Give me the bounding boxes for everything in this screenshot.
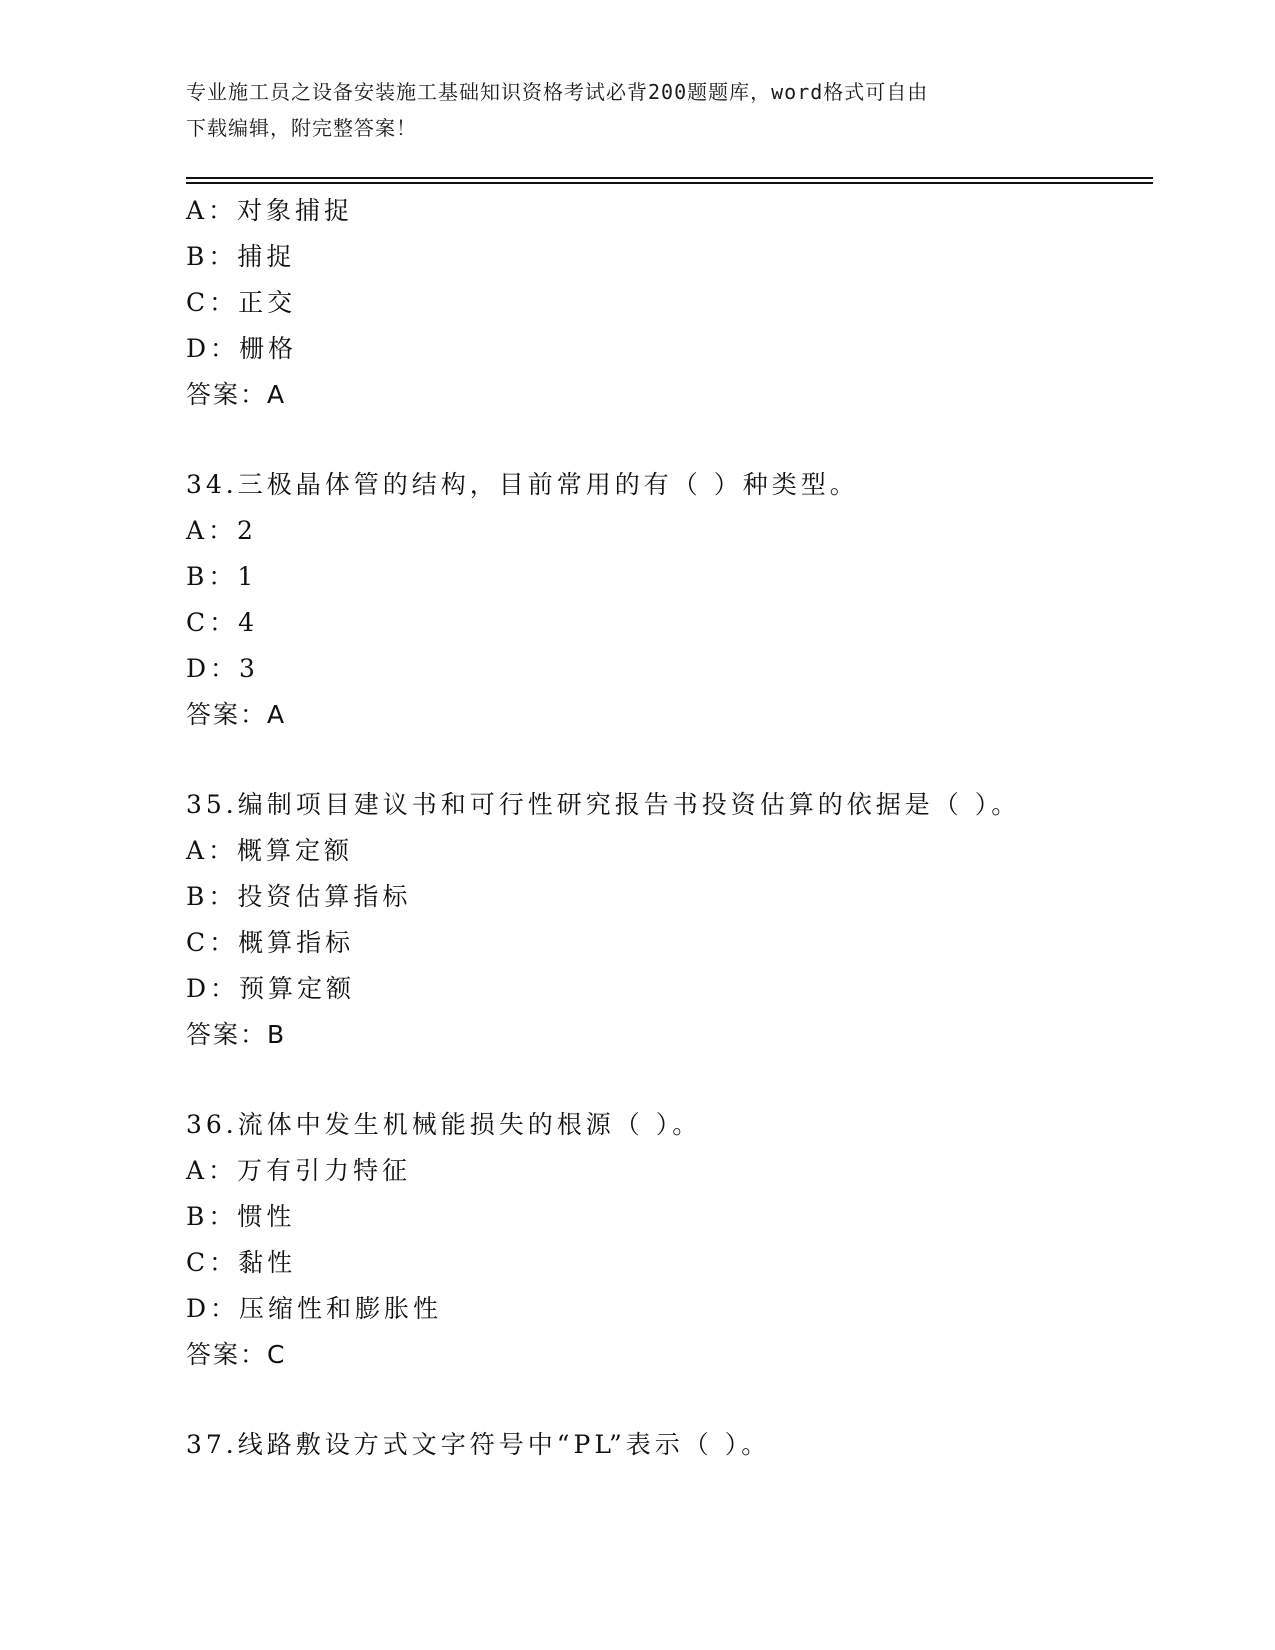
question-block	[186, 188, 1146, 418]
answer-line: 答案：A	[186, 380, 287, 409]
block-spacer	[186, 418, 1146, 462]
block-spacer	[186, 738, 1146, 782]
question-text: 36.流体中发生机械能损失的根源（ ）。	[186, 1110, 702, 1139]
question-block	[186, 1422, 1146, 1468]
question-text: 35.编制项目建议书和可行性研究报告书投资估算的依据是（ ）。	[186, 790, 1021, 819]
question-block	[186, 782, 1146, 1058]
header-divider-top	[186, 177, 1153, 179]
option-a: A：概算定额	[186, 836, 354, 865]
option-d: D：预算定额	[186, 974, 356, 1003]
answer-line: 答案：C	[186, 1340, 287, 1369]
option-a: A：万有引力特征	[186, 1156, 412, 1185]
option-c: C：概算指标	[186, 928, 355, 957]
answer-line: 答案：B	[186, 1020, 287, 1049]
option-d: D：栅格	[186, 334, 298, 363]
option-b: B：1	[186, 562, 258, 591]
header-title-line-1: 专业施工员之设备安装施工基础知识资格考试必背200题题库，word格式可自由	[186, 80, 929, 104]
header-divider-bottom	[186, 182, 1153, 184]
question-block	[186, 1102, 1146, 1378]
question-text: 37.线路敷设方式文字符号中“PL”表示（ ）。	[186, 1430, 771, 1459]
option-c: C：4	[186, 608, 259, 637]
header-title-line-2: 下载编辑，附完整答案！	[186, 116, 417, 140]
question-block	[186, 462, 1146, 738]
option-d: D：压缩性和膨胀性	[186, 1294, 443, 1323]
option-a: A：2	[186, 516, 257, 545]
option-d: D：3	[186, 654, 259, 683]
option-a: A：对象捕捉	[186, 196, 354, 225]
option-c: C：正交	[186, 288, 297, 317]
document-header	[186, 74, 1086, 146]
option-c: C：黏性	[186, 1248, 297, 1277]
block-spacer	[186, 1378, 1146, 1422]
question-list	[186, 188, 1146, 1468]
option-b: B：投资估算指标	[186, 882, 412, 911]
option-b: B：惯性	[186, 1202, 296, 1231]
question-text: 34.三极晶体管的结构，目前常用的有（ ）种类型。	[186, 470, 859, 499]
answer-line: 答案：A	[186, 700, 287, 729]
block-spacer	[186, 1058, 1146, 1102]
option-b: B：捕捉	[186, 242, 296, 271]
